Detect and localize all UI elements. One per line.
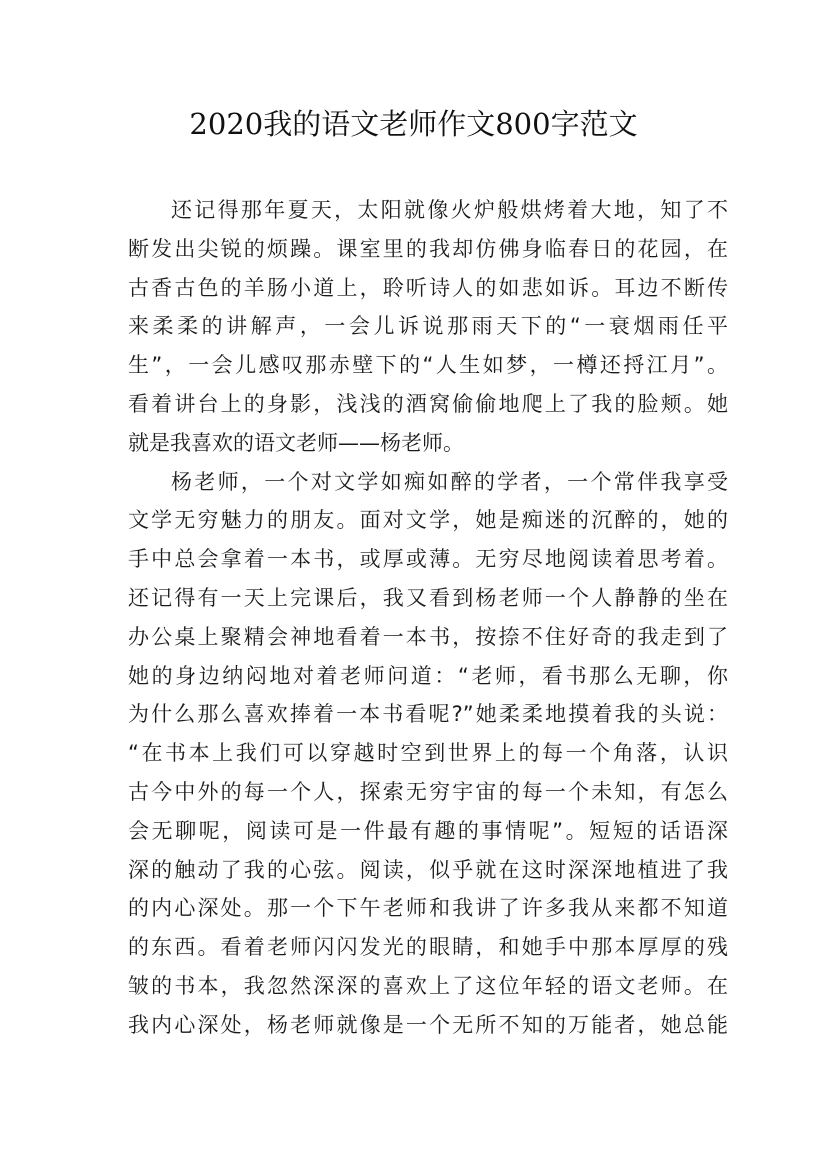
text-line: 深的触动了我的心弦。阅读，似乎就在这时深深地植进了我 (128, 857, 728, 882)
text-line: 皱的书本，我忽然深深的喜欢上了这位年轻的语文老师。在 (128, 973, 728, 998)
text-line: 的东西。看着老师闪闪发光的眼睛，和她手中那本厚厚的残 (128, 935, 728, 960)
text-line: 就是我喜欢的语文老师——杨老师。 (128, 430, 464, 455)
text-line: 杨老师，一个对文学如痴如醉的学者，一个常伴我享受 (171, 469, 728, 494)
text-line: 的内心深处。那一个下午老师和我讲了许多我从来都不知道 (128, 896, 728, 921)
text-line: 来柔柔的讲解声，一会儿诉说那雨天下的“一衰烟雨任平 (128, 314, 728, 339)
text-line: 断发出尖锐的烦躁。课室里的我却仿佛身临春日的花园，在 (128, 236, 728, 261)
text-line: 她的身边纳闷地对着老师问道：“老师，看书那么无聊，你 (128, 663, 728, 688)
essay-body (128, 191, 728, 1045)
text-line: 古香古色的羊肠小道上，聆听诗人的如悲如诉。耳边不断传 (128, 275, 728, 300)
text-line: 还记得那年夏天，太阳就像火炉般烘烤着大地，知了不 (171, 198, 728, 222)
text-line: 会无聊呢，阅读可是一件最有趣的事情呢”。短短的话语深 (128, 818, 728, 843)
text-line: 手中总会拿着一本书，或厚或薄。无穷尽地阅读着思考着。 (128, 547, 728, 572)
document-title: 2020我的语文老师作文800字范文 (189, 107, 638, 141)
text-line: 文学无穷魅力的朋友。面对文学，她是痴迷的沉醉的，她的 (128, 508, 728, 533)
text-line: 生”，一会儿感叹那赤壁下的“人生如梦，一樽还捋江月”。 (128, 353, 728, 378)
text-line: 办公桌上聚精会神地看着一本书，按捺不住好奇的我走到了 (128, 624, 728, 649)
text-line: 我内心深处，杨老师就像是一个无所不知的万能者，她总能 (128, 1012, 728, 1037)
text-line: 还记得有一天上完课后，我又看到杨老师一个人静静的坐在 (128, 585, 728, 610)
text-line: 古今中外的每一个人，探索无穷宇宙的每一个未知，有怎么 (128, 779, 728, 804)
text-line: “在书本上我们可以穿越时空到世界上的每一个角落，认识 (128, 741, 728, 766)
text-line: 为什么那么喜欢捧着一本书看呢?”她柔柔地摸着我的头说： (128, 702, 728, 727)
text-line: 看着讲台上的身影，浅浅的酒窝偷偷地爬上了我的脸颊。她 (128, 391, 728, 416)
